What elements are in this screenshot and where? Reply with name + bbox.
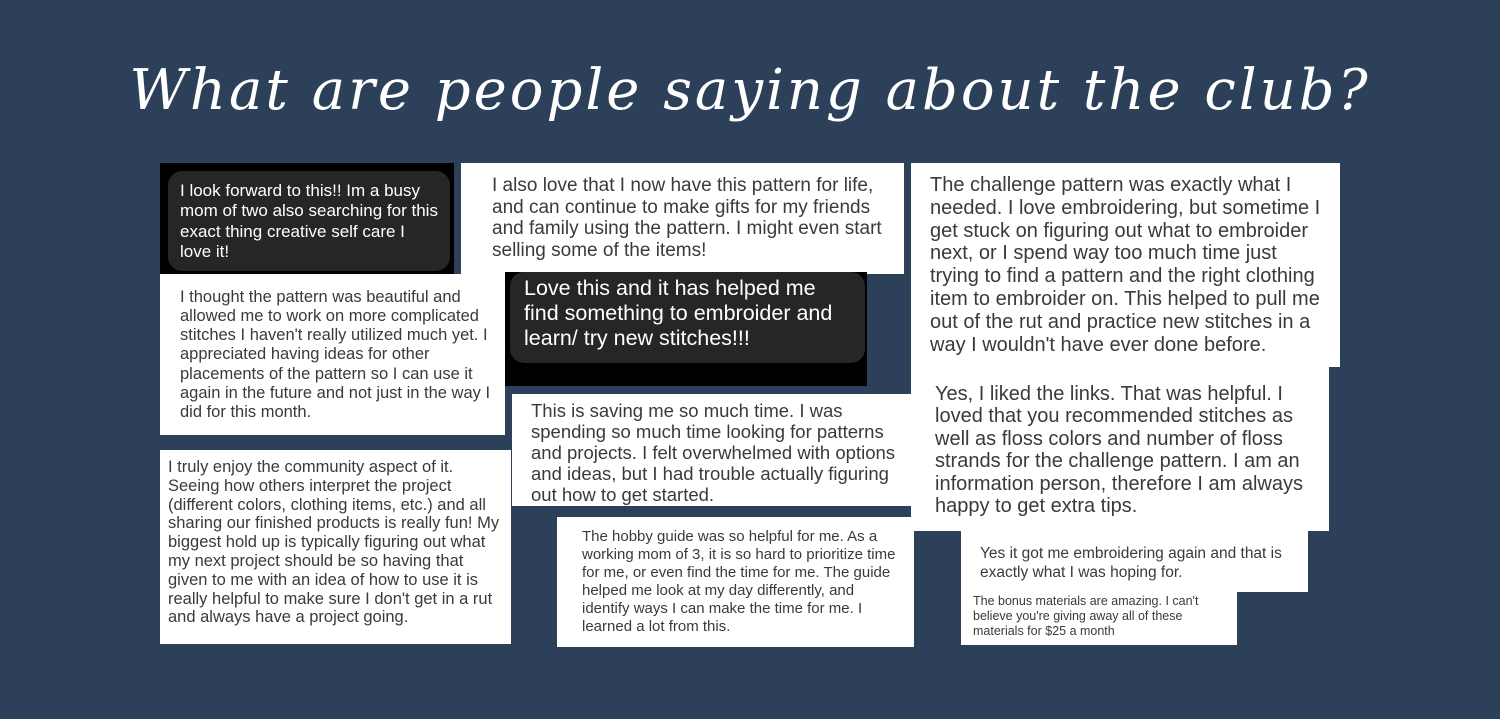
testimonial-text-5: Love this and it has helped me find something to embroider and learn/ try new stitches!!!	[524, 276, 833, 350]
chat-bubble-1	[168, 171, 450, 271]
testimonial-text-9: The hobby guide was so helpful for me. As a working mom of 3, it is so hard to prioritize time for me, or even find the time for me. The guide helped me look at my day differently, and identify ways I can make the time for me. I learned a lot from this.	[582, 528, 896, 635]
page-title: What are people saying about the club?	[129, 58, 1371, 123]
testimonial-card-2	[461, 163, 904, 274]
testimonial-card-1	[160, 163, 454, 274]
testimonial-card-5	[505, 272, 867, 386]
testimonial-card-11	[961, 592, 1237, 645]
testimonial-text-10: Yes it got me embroidering again and that is exactly what I was hoping for.	[980, 545, 1282, 581]
testimonial-text-11: The bonus materials are amazing. I can't believe you're giving away all of these materials for $25 a month	[973, 594, 1199, 638]
testimonial-text-6: This is saving me so much time. I was spending so much time looking for patterns and projects. I felt overwhelmed with options and ideas, but I had trouble actually figuring out how to get started.	[531, 400, 896, 506]
testimonial-text-4: I thought the pattern was beautiful and allowed me to work on more complicated stitches I haven't really utilized much yet. I appreciated having ideas for other placements of the pattern so I can use it again in the future and not just in the way I did for this month.	[180, 288, 491, 421]
testimonial-card-4	[160, 274, 505, 435]
chat-bubble-5	[510, 272, 865, 363]
testimonial-card-7	[911, 367, 1329, 531]
testimonial-text-8: I truly enjoy the community aspect of it. Seeing how others interpret the project (different colors, clothing items, etc.) and all sharing our finished products is really fun! My biggest hold up is typically figuring out what my next project should be so having that given to me with an idea of how to use it is really helpful to make sure I don't get in a rut and always have a project going.	[168, 458, 500, 627]
testimonial-text-2: I also love that I now have this pattern for life, and can continue to make gifts for my friends and family using the pattern. I might even start selling some of the items!	[492, 175, 882, 261]
testimonial-card-3	[911, 163, 1340, 367]
testimonial-text-3: The challenge pattern was exactly what I needed. I love embroidering, but sometime I get stuck on figuring out what to embroider next, or I spend way too much time just trying to find a pattern and the right clothing item to embroider on. This helped to pull me out of the rut and practice new stitches in a way I wouldn't have ever done before.	[930, 174, 1321, 356]
testimonial-card-10	[961, 531, 1308, 592]
testimonial-text-1: I look forward to this!! Im a busy mom of two also searching for this exact thing creative self care I love it!	[180, 181, 438, 262]
testimonial-card-6	[512, 394, 911, 506]
testimonial-card-8	[160, 450, 511, 644]
testimonial-text-7: Yes, I liked the links. That was helpful. I loved that you recommended stitches as well as floss colors and number of floss strands for the challenge pattern. I am an information person, therefore I am always happy to get extra tips.	[935, 383, 1303, 517]
testimonial-card-9	[557, 517, 914, 647]
